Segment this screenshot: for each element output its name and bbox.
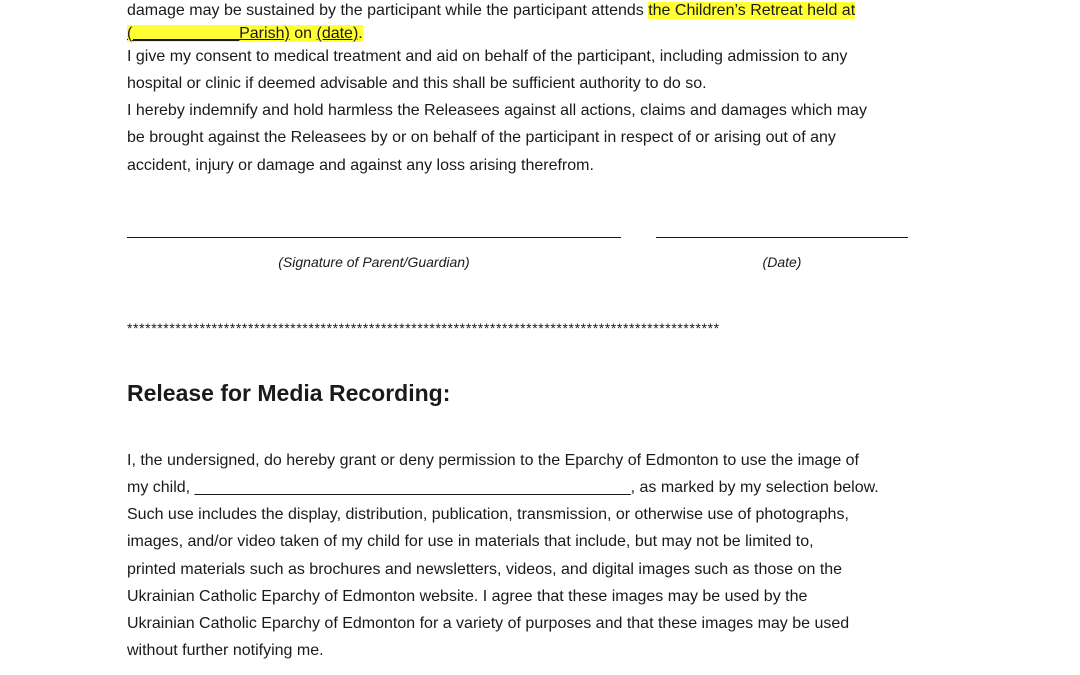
waiver-text: damage may be sustained by the participant while the participant attends: [127, 2, 649, 19]
media-release-line: I, the undersigned, do hereby grant or deny permission to the Eparchy of Edmonton to use the image of: [127, 452, 859, 469]
waiver-line-7: accident, injury or damage and against any loss arising therefrom.: [127, 157, 594, 174]
date-signature-line[interactable]: [656, 236, 908, 238]
media-release-line: my child, _________________________________________________, as marked by my selection below.: [127, 479, 879, 496]
date-caption: (Date): [762, 254, 802, 270]
media-release-line: Ukrainian Catholic Eparchy of Edmonton for a variety of purposes and that these images may be used: [127, 615, 850, 632]
waiver-line-3: I give my consent to medical treatment and aid on behalf of the participant, including admission to any: [127, 48, 848, 65]
media-release-heading: Release for Media Recording:: [127, 380, 451, 406]
asterisk-separator: **************************************************************************************************: [127, 320, 720, 336]
parent-signature-line[interactable]: [127, 236, 621, 238]
media-release-line: images, and/or video taken of my child for use in materials that include, but may not be limited to,: [127, 533, 814, 550]
waiver-line-4: hospital or clinic if deemed advisable and this shall be sufficient authority to do so.: [127, 75, 707, 92]
media-release-line: Ukrainian Catholic Eparchy of Edmonton website. I agree that these images may be used by the: [127, 588, 808, 605]
waiver-line-6: be brought against the Releasees by or on behalf of the participant in respect of or arising out of any: [127, 129, 836, 146]
media-release-line: Such use includes the display, distribution, publication, transmission, or otherwise use of photographs,: [127, 506, 849, 523]
media-release-line: printed materials such as brochures and newsletters, videos, and digital images such as those on the: [127, 561, 843, 578]
date-placeholder: (date): [316, 25, 359, 42]
period-text: .: [358, 25, 363, 42]
waiver-line-5: I hereby indemnify and hold harmless the Releasees against all actions, claims and damages which may: [127, 102, 867, 119]
parent-signature-caption: (Signature of Parent/Guardian): [278, 254, 470, 270]
media-release-line: without further notifying me.: [127, 642, 324, 659]
parish-blank: (____________Parish): [127, 25, 290, 42]
on-text: on: [289, 25, 317, 42]
highlighted-retreat-text: the Children’s Retreat held at: [648, 2, 856, 19]
